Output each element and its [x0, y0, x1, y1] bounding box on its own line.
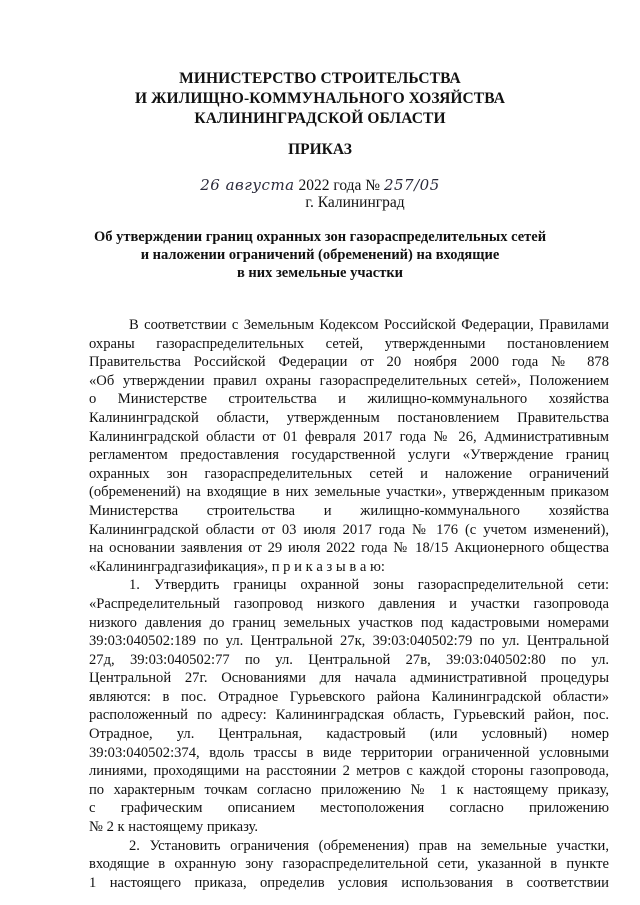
body-line: охранных зон газораспределительных сетей и наложение ограничений	[89, 465, 609, 482]
body-line: 39:03:040502:189 по ул. Центральной 27к, 39:03:040502:79 по ул. Центральной	[89, 633, 609, 650]
body-line: по характерным точкам согласно приложению № 1 к настоящему приказу,	[89, 781, 609, 798]
body-line: Центральной 27г. Основаниями для начала административной процедуры	[89, 670, 609, 687]
body-line: Калининградской области, утвержденным постановлением Правительства	[89, 409, 609, 426]
body-line: 39:03:040502:374, вдоль трассы в виде территории ограниченной условными	[89, 744, 609, 761]
body-line: регламентом предоставления государственной услуги «Утверждение границ	[89, 447, 609, 464]
subject-line-3: в них земельные участки	[236, 265, 404, 281]
body-line: являются: в пос. Отрадное Гурьевского района Калининградской области»	[89, 688, 609, 705]
body-line: «Калининградгазификация», п р и к а з ы в а ю:	[89, 558, 385, 575]
body-line: о Министерстве строительства и жилищно-коммунального хозяйства	[89, 391, 609, 408]
body-line: на основании заявления от 29 июля 2022 года № 18/15 Акционерного общества	[89, 540, 609, 557]
body-line: охраны газораспределительных сетей, утвержденными постановлением	[89, 335, 609, 352]
body-line: Калининградской области от 03 июля 2017 года № 176 (с учетом изменений),	[89, 521, 609, 538]
subject-heading	[0, 228, 640, 282]
body-line: «Об утверждении правил охраны газораспределительных сетей», Положением	[89, 372, 609, 389]
body-line: входящие в охранную зону газораспределительной сети, указанной в пункте	[89, 856, 609, 873]
ministry-line-3: КАЛИНИНГРАДСКОЙ ОБЛАСТИ	[194, 110, 446, 127]
city: г. Калининград	[305, 194, 405, 211]
ministry-line-1: МИНИСТЕРСТВО СТРОИТЕЛЬСТВА	[179, 70, 461, 87]
subject-line-1: Об утверждении границ охранных зон газораспределительных сетей	[93, 229, 547, 245]
body-line: 1 настоящего приказа, определив условия использования в соответствии	[89, 874, 609, 891]
body-line: № 2 к настоящему приказу.	[89, 819, 259, 836]
document-body	[89, 316, 609, 892]
body-line: Отрадное, ул. Центральная, кадастровый (или условный) номер	[89, 726, 609, 743]
body-line: В соответствии с Земельным Кодексом Российской Федерации, Правилами	[129, 317, 609, 333]
subject-line-2: и наложении ограничений (обременений) на входящие	[140, 247, 500, 263]
ministry-line-2: И ЖИЛИЩНО-КОММУНАЛЬНОГО ХОЗЯЙСТВА	[134, 90, 506, 107]
body-line: Правительства Российской Федерации от 20 ноября 2000 года № 878	[89, 354, 609, 371]
handwritten-number: 257/05	[383, 176, 440, 194]
handwritten-date: 26 августа	[200, 176, 295, 194]
document-type: ПРИКАЗ	[288, 141, 352, 158]
body-line: 27д, 39:03:040502:77 по ул. Центральной 27в, 39:03:040502:80 по ул.	[89, 651, 609, 668]
body-line: 2. Установить ограничения (обременения) прав на земельные участки,	[129, 837, 609, 854]
body-line: с графическим описанием местоположения согласно приложению	[89, 800, 609, 817]
body-line: «Распределительный газопровод низкого давления и участки газопровода	[89, 595, 609, 612]
ministry-heading	[0, 69, 640, 129]
body-line: линиями, проходящими на расстоянии 2 метров с каждой стороны газопровода,	[89, 763, 609, 780]
body-line: расположенный по адресу: Калининградская область, Гурьевский район, пос.	[89, 707, 609, 724]
body-line: 1. Утвердить границы охранной зоны газораспределительной сети:	[129, 577, 609, 594]
body-line: (обременений) на входящие в них земельные участки», утвержденным приказом	[89, 484, 609, 501]
body-line: Калининградской области от 01 февраля 2017 года № 26, Административным	[89, 428, 609, 445]
body-line: Министерства строительства и жилищно-коммунального хозяйства	[89, 502, 609, 519]
printed-year: 2022 года №	[298, 177, 381, 194]
body-line: низкого давления до границ земельных участков под кадастровыми номерами	[89, 614, 609, 631]
